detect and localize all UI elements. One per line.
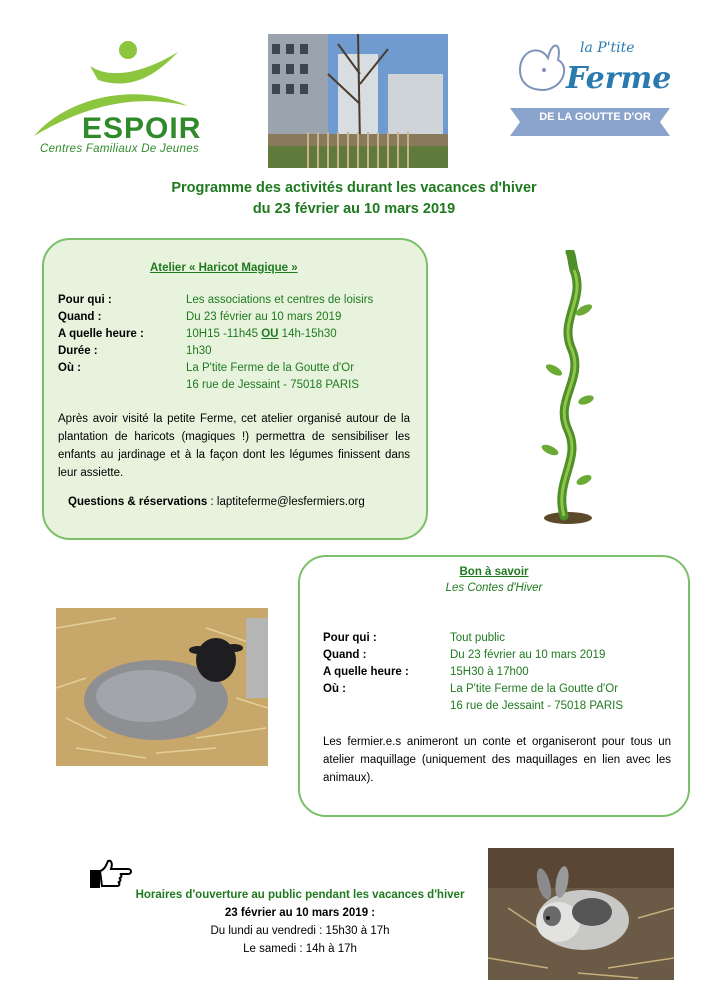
- atelier-value-time: 10H15 -11h45 OU 14h-15h30: [186, 328, 337, 340]
- sheep-photo: [56, 608, 268, 766]
- atelier-value-who: Les associations et centres de loisirs: [186, 294, 374, 306]
- atelier-label-duration: Durée :: [58, 345, 98, 357]
- page-title: [0, 178, 708, 220]
- atelier-description: Après avoir visité la petite Ferme, cet atelier organisé autour de la plantation de haricots (magiques !) permettra de sensibiliser les enfants au jardinage et à la façon dont les légumes finissent dans leur assiette.: [58, 413, 410, 479]
- contes-label-where: Où :: [323, 683, 346, 695]
- espoir-title: ESPOIR: [82, 112, 202, 145]
- atelier-value-address: 16 rue de Jessaint - 75018 PARIS: [186, 379, 360, 391]
- contes-label-when: Quand :: [323, 649, 367, 661]
- contact-label: Questions & réservations: [68, 496, 208, 508]
- contes-subtitle: Les Contes d'Hiver: [445, 582, 543, 594]
- atelier-value-where: La P'tite Ferme de la Goutte d'Or: [186, 362, 355, 374]
- contes-title: Bon à savoir: [459, 566, 529, 578]
- garden-photo: [268, 34, 448, 168]
- contes-value-address: 16 rue de Jessaint - 75018 PARIS: [450, 700, 624, 712]
- atelier-label-time: A quelle heure :: [58, 328, 144, 340]
- hours-dates: 23 février au 10 mars 2019 :: [224, 907, 376, 919]
- contes-value-who: Tout public: [450, 632, 505, 644]
- ferme-banner-text: DE LA GOUTTE D'OR: [539, 111, 651, 123]
- atelier-label-when: Quand :: [58, 311, 102, 323]
- contes-value-when: Du 23 février au 10 mars 2019: [450, 649, 606, 661]
- svg-text:la P'tite: la P'tite: [580, 40, 635, 56]
- atelier-title: Atelier « Haricot Magique »: [150, 262, 298, 274]
- hours-weekdays: Du lundi au vendredi : 15h30 à 17h: [210, 925, 390, 937]
- atelier-contact: Questions & réservations : laptiteferme@lesfermiers.org: [68, 496, 365, 508]
- atelier-value-when: Du 23 février au 10 mars 2019: [186, 311, 342, 323]
- atelier-value-duration: 1h30: [186, 345, 212, 357]
- beanstalk-illustration: [528, 250, 608, 530]
- contes-value-time: 15H30 à 17h00: [450, 666, 529, 678]
- atelier-label-who: Pour qui :: [58, 294, 112, 306]
- contact-email[interactable]: laptiteferme@lesfermiers.org: [216, 496, 365, 508]
- hours-title: Horaires d'ouverture au public pendant les vacances d'hiver: [135, 889, 465, 901]
- contes-label-time: A quelle heure :: [323, 666, 409, 678]
- contes-value-where: La P'tite Ferme de la Goutte d'Or: [450, 683, 619, 695]
- espoir-subtitle: Centres Familiaux De Jeunes: [40, 143, 199, 155]
- title-line-2: du 23 février au 10 mars 2019: [252, 201, 456, 217]
- rabbit-photo: [488, 848, 674, 980]
- svg-text:Ferme: Ferme: [566, 61, 672, 96]
- atelier-label-where: Où :: [58, 362, 81, 374]
- contes-label-who: Pour qui :: [323, 632, 377, 644]
- title-line-1: Programme des activités durant les vacances d'hiver: [171, 180, 537, 196]
- hours-saturday: Le samedi : 14h à 17h: [243, 943, 357, 955]
- contes-description: Les fermier.e.s animeront un conte et organiseront pour tous un atelier maquillage (uniquement des maquillages en lien avec les animaux).: [323, 736, 671, 784]
- ptite-ferme-logo: [500, 30, 680, 145]
